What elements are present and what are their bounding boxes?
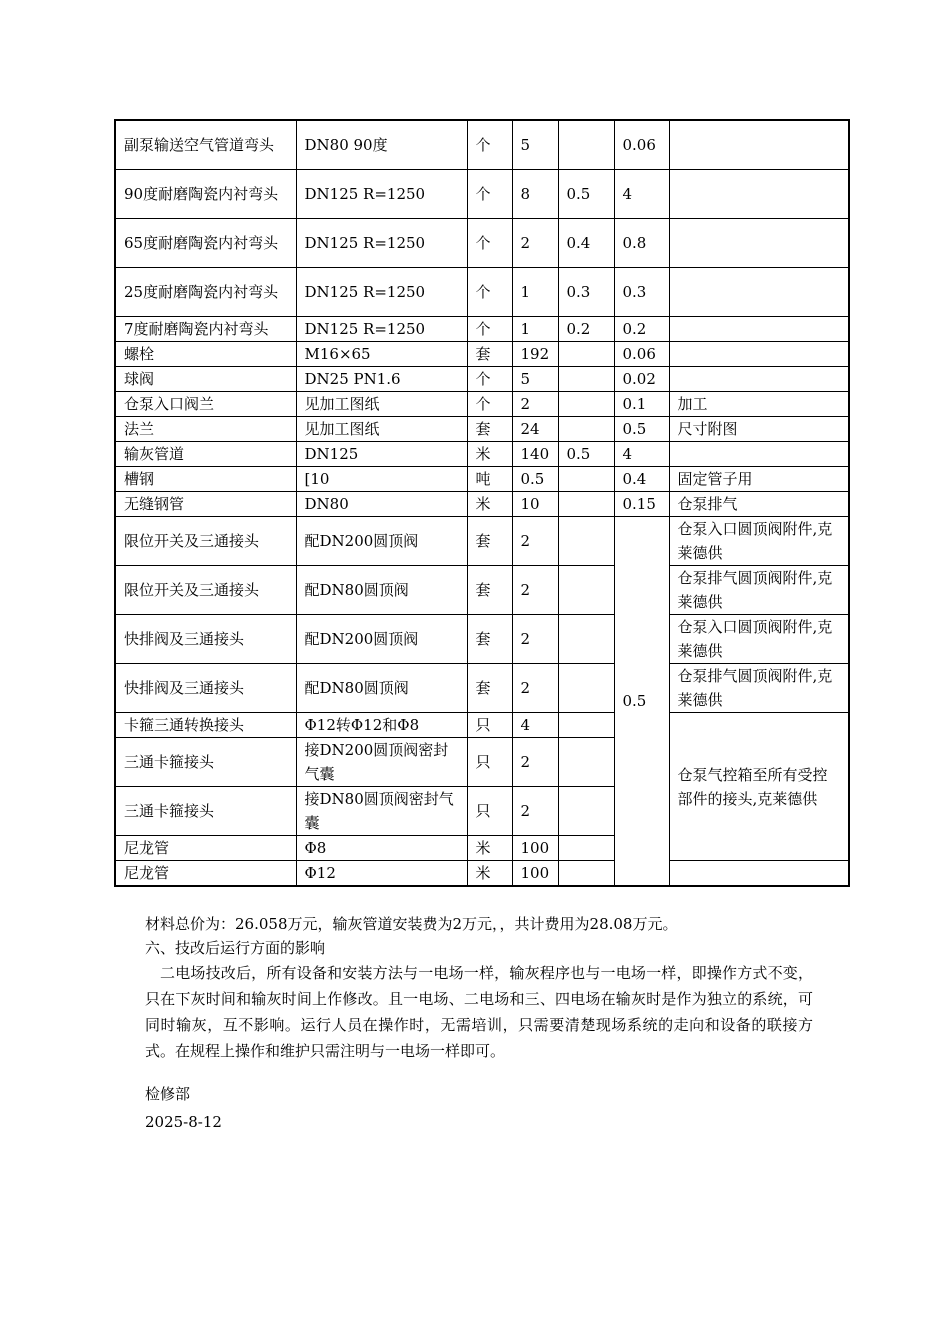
cell-name: 卡箍三通转换接头: [115, 713, 296, 738]
cell-unit-price: 0.2: [558, 317, 614, 342]
cell-unit: 套: [467, 342, 512, 367]
cell-spec: 接DN80圆顶阀密封气囊: [296, 787, 467, 836]
materials-table: [114, 119, 850, 887]
cell-qty: 192: [512, 342, 558, 367]
cell-spec: DN125 R=1250: [296, 170, 467, 219]
cell-qty: 4: [512, 713, 558, 738]
cell-qty: 10: [512, 492, 558, 517]
table-row: [115, 492, 849, 517]
cell-merged-note: 仓泵气控箱至所有受控部件的接头,克莱德供: [669, 713, 849, 861]
cell-name: 65度耐磨陶瓷内衬弯头: [115, 219, 296, 268]
cell-name: 三通卡箍接头: [115, 738, 296, 787]
cell-spec: 见加工图纸: [296, 417, 467, 442]
cell-unit-price: [558, 787, 614, 836]
cell-name: 螺栓: [115, 342, 296, 367]
impact-paragraph: 二电场技改后，所有设备和安装方法与一电场一样，输灰程序也与一电场一样，即操作方式不变，只在下灰时间和输灰时间上作修改。且一电场、二电场和三、四电场在输灰时是作为独立的系统，可同时输灰，互不影响。运行人员在操作时，无需培训，只需要清楚现场系统的走向和设备的联接方式。在规程上操作和维护只需注明与一电场一样即可。: [145, 964, 813, 1060]
table-row: [115, 120, 849, 170]
cell-name: 槽钢: [115, 467, 296, 492]
cell-qty: 2: [512, 219, 558, 268]
table-row: [115, 467, 849, 492]
cell-name: 90度耐磨陶瓷内衬弯头: [115, 170, 296, 219]
cell-name: 25度耐磨陶瓷内衬弯头: [115, 268, 296, 317]
cell-unit: 个: [467, 120, 512, 170]
cell-unit: 个: [467, 367, 512, 392]
document-date: 2025-8-12: [145, 1113, 222, 1131]
cell-note: [669, 120, 849, 170]
cell-unit-price: 0.3: [558, 268, 614, 317]
cell-spec: 配DN80圆顶阀: [296, 664, 467, 713]
cell-merged-price: 0.5: [614, 517, 669, 887]
cell-unit: 米: [467, 861, 512, 887]
cell-spec: M16×65: [296, 342, 467, 367]
cell-unit: 套: [467, 664, 512, 713]
table-row: [115, 392, 849, 417]
cell-unit: 套: [467, 566, 512, 615]
cell-name: 快排阀及三通接头: [115, 615, 296, 664]
cell-unit: 米: [467, 442, 512, 467]
cell-qty: 100: [512, 861, 558, 887]
cell-spec: Φ12转Φ12和Φ8: [296, 713, 467, 738]
cell-unit: 套: [467, 517, 512, 566]
cell-spec: DN80: [296, 492, 467, 517]
cell-unit: 个: [467, 392, 512, 417]
cell-name: 快排阀及三通接头: [115, 664, 296, 713]
cell-note: [669, 317, 849, 342]
department-signature: 检修部: [145, 1085, 191, 1103]
cell-spec: DN80 90度: [296, 120, 467, 170]
cell-name: 输灰管道: [115, 442, 296, 467]
cell-qty: 140: [512, 442, 558, 467]
cell-qty: 2: [512, 615, 558, 664]
cell-spec: 配DN200圆顶阀: [296, 615, 467, 664]
cell-name: 法兰: [115, 417, 296, 442]
section-title: 六、技改后运行方面的影响: [145, 939, 326, 957]
cell-note: 加工: [669, 392, 849, 417]
cell-total: 0.5: [614, 417, 669, 442]
cell-note: [669, 442, 849, 467]
cell-unit-price: [558, 492, 614, 517]
cell-total: 0.06: [614, 342, 669, 367]
cell-qty: 1: [512, 317, 558, 342]
cell-unit: 套: [467, 615, 512, 664]
cell-spec: 配DN80圆顶阀: [296, 566, 467, 615]
cell-unit-price: 0.5: [558, 442, 614, 467]
cell-qty: 2: [512, 566, 558, 615]
cell-qty: 2: [512, 787, 558, 836]
cell-unit-price: [558, 615, 614, 664]
table-row: [115, 713, 849, 738]
cell-unit: 吨: [467, 467, 512, 492]
cell-qty: 8: [512, 170, 558, 219]
cell-name: 三通卡箍接头: [115, 787, 296, 836]
cell-spec: DN125 R=1250: [296, 219, 467, 268]
cell-name: 尼龙管: [115, 836, 296, 861]
cell-spec: Φ8: [296, 836, 467, 861]
cell-unit: 个: [467, 219, 512, 268]
cell-unit-price: [558, 392, 614, 417]
cell-qty: 24: [512, 417, 558, 442]
table-row: [115, 170, 849, 219]
cell-unit: 个: [467, 268, 512, 317]
cell-qty: 2: [512, 392, 558, 417]
cell-unit-price: [558, 417, 614, 442]
cell-spec: DN125: [296, 442, 467, 467]
cell-unit-price: [558, 713, 614, 738]
cell-total: 0.1: [614, 392, 669, 417]
cell-qty: 1: [512, 268, 558, 317]
table-row: [115, 442, 849, 467]
cell-unit-price: [558, 467, 614, 492]
cell-total: 4: [614, 170, 669, 219]
cell-note: 仓泵排气圆顶阀附件,克莱德供: [669, 566, 849, 615]
table-row: [115, 317, 849, 342]
cell-spec: 接DN200圆顶阀密封气囊: [296, 738, 467, 787]
cell-unit-price: [558, 342, 614, 367]
cell-note: 仓泵入口圆顶阀附件,克莱德供: [669, 517, 849, 566]
cell-unit-price: [558, 664, 614, 713]
cell-note: 仓泵排气圆顶阀附件,克莱德供: [669, 664, 849, 713]
cell-note: [669, 861, 849, 887]
cell-name: 限位开关及三通接头: [115, 517, 296, 566]
cell-note: [669, 342, 849, 367]
cell-qty: 2: [512, 738, 558, 787]
cell-note: [669, 268, 849, 317]
cost-summary: 材料总价为：26.058万元，输灰管道安装费为2万元，，共计费用为28.08万元。: [145, 915, 678, 933]
table-row: [115, 615, 849, 664]
table-row: [115, 861, 849, 887]
table-row: [115, 342, 849, 367]
cell-note: 尺寸附图: [669, 417, 849, 442]
cell-total: 0.15: [614, 492, 669, 517]
cell-note: 固定管子用: [669, 467, 849, 492]
cell-note: [669, 367, 849, 392]
cell-unit-price: 0.5: [558, 170, 614, 219]
cell-unit-price: [558, 836, 614, 861]
cell-name: 无缝钢管: [115, 492, 296, 517]
cell-unit-price: [558, 861, 614, 887]
cell-qty: 2: [512, 517, 558, 566]
cell-unit: 个: [467, 170, 512, 219]
cell-spec: DN125 R=1250: [296, 268, 467, 317]
cell-total: 0.3: [614, 268, 669, 317]
cell-name: 球阀: [115, 367, 296, 392]
cell-name: 限位开关及三通接头: [115, 566, 296, 615]
cell-name: 尼龙管: [115, 861, 296, 887]
cell-note: [669, 170, 849, 219]
cell-unit: 个: [467, 317, 512, 342]
cell-spec: DN125 R=1250: [296, 317, 467, 342]
cell-unit: 米: [467, 836, 512, 861]
cell-spec: 配DN200圆顶阀: [296, 517, 467, 566]
cell-unit-price: [558, 120, 614, 170]
table-row: [115, 517, 849, 566]
cell-unit: 套: [467, 417, 512, 442]
table-row: [115, 566, 849, 615]
cell-total: 0.02: [614, 367, 669, 392]
cell-spec: Φ12: [296, 861, 467, 887]
cell-note: 仓泵入口圆顶阀附件,克莱德供: [669, 615, 849, 664]
cell-unit: 只: [467, 787, 512, 836]
cell-total: 0.2: [614, 317, 669, 342]
cell-total: 0.4: [614, 467, 669, 492]
cell-unit-price: [558, 738, 614, 787]
cell-qty: 0.5: [512, 467, 558, 492]
cell-unit: 米: [467, 492, 512, 517]
cell-unit-price: [558, 566, 614, 615]
cell-unit-price: 0.4: [558, 219, 614, 268]
cell-total: 0.8: [614, 219, 669, 268]
cell-note: [669, 219, 849, 268]
cell-total: 4: [614, 442, 669, 467]
table-row: [115, 417, 849, 442]
table-row: [115, 219, 849, 268]
cell-name: 副泵输送空气管道弯头: [115, 120, 296, 170]
cell-name: 仓泵入口阀兰: [115, 392, 296, 417]
cell-qty: 5: [512, 367, 558, 392]
table-row: [115, 367, 849, 392]
cell-unit-price: [558, 517, 614, 566]
cell-unit: 只: [467, 738, 512, 787]
cell-spec: [10: [296, 467, 467, 492]
cell-qty: 100: [512, 836, 558, 861]
cell-unit-price: [558, 367, 614, 392]
cell-spec: DN25 PN1.6: [296, 367, 467, 392]
cell-qty: 2: [512, 664, 558, 713]
table-row: [115, 268, 849, 317]
cell-total: 0.06: [614, 120, 669, 170]
cell-unit: 只: [467, 713, 512, 738]
table-row: [115, 664, 849, 713]
cell-qty: 5: [512, 120, 558, 170]
cell-note: 仓泵排气: [669, 492, 849, 517]
cell-spec: 见加工图纸: [296, 392, 467, 417]
cell-name: 7度耐磨陶瓷内衬弯头: [115, 317, 296, 342]
